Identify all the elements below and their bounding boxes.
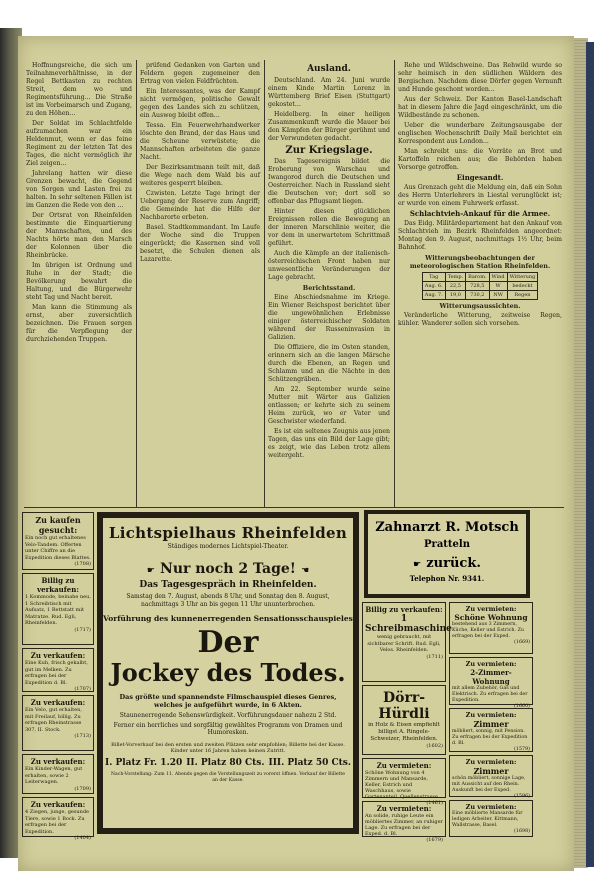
cinema-advertisement xyxy=(97,512,359,834)
ad-body: in Holz & Eisen empfiehlt billigst A. Ringele-Schweizer, Rheinfelden. xyxy=(368,722,440,742)
ad-number: (1596) xyxy=(514,794,530,799)
ad-number: (1660) xyxy=(514,704,530,709)
cinema-headline: Nur noch 2 Tage! xyxy=(160,561,296,577)
classified-ad xyxy=(22,573,94,645)
classified-ad xyxy=(362,758,446,806)
pointing-hand-icon: ☚ xyxy=(301,566,310,576)
article-paragraph: Die Offiziere, die im Osten standen, erinnern sich an die langen Märsche durch die Ebenen, an Regen und Schlamm und an die Nächte in den Schützengräben. xyxy=(268,344,390,383)
article-paragraph: Rehe und Wildschweine. Das Rehwild wurde so sehr heimisch in den südlichen Wäldern des Bergischen. Nachdem diese Dörfer gegen Vernunft und Hunde geschont worden... xyxy=(398,62,562,93)
notice-text: Das Eidg. Militärdepartement hat den Ankauf von Schlachtvieh im Bezirk Rheinfelden angeordnet: Montag den 9. August, nachmittags 1½ Uhr, beim Bahnhof. xyxy=(398,220,562,251)
cinema-footer: Nach-Vorstellung: Zum 11. Abends gegen die Vorstellungszeit zu vorerst öffnen. Verkauf der Billette an der Kasse. xyxy=(111,772,345,783)
classified-ad xyxy=(22,648,94,692)
column-rule xyxy=(264,60,265,508)
article-paragraph: Es ist ein seltenes Zeugnis aus jenen Tagen, das uns ein Bild der Lage gibt; es zeigt, wie das Leben trotz allem weitergeht. xyxy=(268,428,390,459)
ad-title: Zu vermieten: xyxy=(465,803,517,811)
cinema-name: Lichtspielhaus Rheinfelden xyxy=(108,524,348,542)
ad-title: Zu vermieten: xyxy=(376,761,432,770)
price-item xyxy=(105,758,182,768)
film-title-article: Der xyxy=(197,625,259,660)
article-column-4 xyxy=(398,62,562,502)
ad-title: Billig zu verkaufen: xyxy=(37,576,79,594)
dentist-status: zurück. xyxy=(426,556,481,571)
article-paragraph: Heidelberg. In einer heiligen Zusammenkunft wurde die Mauer bei den Kämpfen der Bürger gerühmt und der Verwundeten gedacht. xyxy=(268,111,390,142)
ad-number: (1707) xyxy=(74,686,91,692)
article-paragraph: Basel. Stadtkommandant. Im Laufe der Woche sind die Truppen eingerückt; die Kasernen sind voll besetzt, die Schulen dienen als Lazarette. xyxy=(140,224,260,263)
ad-body: bestehend aus 3 Zimmern, Küche, Keller und Estrich. Zu erfragen bei der Exped. xyxy=(452,622,524,639)
ad-headline: Dörr-Hürdli xyxy=(378,690,430,722)
cinema-subtitle: Ständiges modernes Lichtspiel-Theater. xyxy=(167,543,289,550)
ad-body: Ein Kinder-Wagen, gut erhalten, sowie 2 Leiterwagen. xyxy=(25,766,83,785)
table-cell: Aug. 7. xyxy=(422,291,445,300)
price-value: 80 Cts. xyxy=(229,758,265,768)
price-label: I. Platz xyxy=(104,758,141,768)
article-paragraph: Im übrigen ist Ordnung und Ruhe in der Stadt; die Bevölkerung bewahrt die Haltung, und die Bürgerwehr steht Tag und Nacht bereit. xyxy=(26,262,132,301)
notice-heading: Eingesandt. xyxy=(456,173,504,182)
ad-title: Zu vermieten: xyxy=(376,804,432,813)
ad-number: (1404) xyxy=(74,835,91,841)
table-row xyxy=(422,273,538,282)
dentist-ad-panel xyxy=(368,514,526,594)
dentist-city: Pratteln xyxy=(424,539,470,550)
ad-body: wenig gebraucht, mit sichtbarer Schrift. Rud. Egli, Velos. Rheinfelden. xyxy=(367,634,441,653)
film-description-2: Staunenerregende Sehenswürdigkeit. Vorführungsdauer nahezu 2 Std. xyxy=(119,712,337,719)
classified-ad xyxy=(22,754,94,794)
ad-title: Zu verkaufen: xyxy=(30,651,86,660)
table-cell: NW xyxy=(489,291,507,300)
article-paragraph: Tessa. Ein Feuerwehrhandwerker löschte den Brand, der das Haus und die Scheune verwüstete; die Mannschaften arbeiteten die ganze Nacht. xyxy=(140,122,260,161)
film-description-3: Ferner ein herrliches und sorgfältig gewähltes Programm von Dramen und Humoresken. xyxy=(113,722,343,736)
ad-number: (1579) xyxy=(514,747,530,752)
film-description: Das größte und spannendste Filmschauspiel dieses Genres, welches je aufgeführt wurde, in 6 Akten. xyxy=(119,693,337,709)
article-paragraph: Der Bezirksamtmann teilt mit, daß die Wege nach dem Wald bis auf weiteres gesperrt bleiben. xyxy=(140,164,260,187)
price-item xyxy=(268,758,351,768)
article-paragraph: Man kann die Stimmung als ernst, aber zuversichtlich bezeichnen. Die Frauen sorgen für die Verpflegung der durchziehenden Truppen. xyxy=(26,304,132,343)
cinema-note: Billet-Vorverkauf bei den ersten und zweiten Plätzen sehr empfohlen; Billette bei der Kasse. Kinder unter 16 Jahren haben keinen Zutritt. xyxy=(111,742,345,754)
ad-body: mit allem Zubehör, Gas und Elektrisch. Zu erfragen bei der Expedition. xyxy=(452,686,528,703)
price-item xyxy=(186,758,264,768)
article-paragraph: Man schreibt uns: die Vorräte an Brot und Kartoffeln reichen aus; die Behörden haben Vorsorge getroffen. xyxy=(398,148,562,171)
article-paragraph: Ein Interessantes, was der Kampf nicht vermögen, politische Gewalt gegen des Landes sich zu schützen, ein Ausweg bleibt offen... xyxy=(140,88,260,119)
classified-ad xyxy=(22,695,94,751)
table-cell: Temp. xyxy=(445,273,465,282)
ad-body: Schöne Wohnung von 4 Zimmern und Mansarde, Keller, Estrich und Waschhaus, sowie Gartenanteil. Quellenstrasse. xyxy=(365,770,440,800)
classified-ad xyxy=(449,602,533,654)
ad-title: Zu vermieten: xyxy=(465,758,517,766)
ad-number: (1602) xyxy=(426,743,443,749)
classified-ad xyxy=(362,801,446,843)
ad-body: Ein Velo, gut erhalten, mit Freilauf, billig. Zu erfragen Rheinstrasse 307, II. Stock. xyxy=(25,707,82,733)
article-paragraph: Der Ortsrat von Rheinfelden bestimmte die Einquartierung der Mannschaften, und des Nachts hörte man den Marsch der Kolonnen über die Rheinbrücke. xyxy=(26,212,132,259)
ad-title: Zu vermieten: xyxy=(465,660,517,668)
ad-headline: 2-Zimmer-Wohnung xyxy=(470,668,512,686)
classified-ad xyxy=(449,708,533,752)
ad-body: Eine Kuh, frisch gekalbt, gut im Melken. Zu erfragen bei der Expedition d. Bl. xyxy=(25,660,88,686)
ad-headline: Schöne Wohnung xyxy=(454,613,528,622)
table-cell: bedeckt xyxy=(507,282,538,291)
table-cell: 19,0 xyxy=(445,291,465,300)
article-paragraph: Jahrelang hatten wir diese Grenzen bewacht, die Gegend von Sorgen und Lasten frei zu halten. In sehr seltenen Fällen ist im Ganzen die Rede von den ... xyxy=(26,170,132,209)
ad-title: Billig zu verkaufen: xyxy=(365,605,443,614)
ad-number: (1669) xyxy=(514,640,530,645)
article-column-1 xyxy=(26,62,132,502)
article-column-2 xyxy=(140,62,260,502)
column-rule xyxy=(136,60,137,508)
article-paragraph: prüfend Gedanken von Garten und Feldern gegen zugemeiner den Ertrag von vielen Feldfrüchten. xyxy=(140,62,260,85)
article-paragraph: Deutschland. Am 24. Juni wurde einem Kinde Martin Lorenz in Württemberg Brief Eisen (Stuttgart) gekostet... xyxy=(268,77,390,108)
ad-body: Ein noch gut erhaltenes Velo-Tandem. Offerten unter Chiffre an die Expedition dieses Blattes. xyxy=(25,535,91,561)
notice-text: Aus Grenzach geht die Meldung ein, daß ein Sohn des Herrn Unterlehrers in Liestal verunglückt ist; er wurde von einem Fuhrwerk erfasst. xyxy=(398,184,562,207)
weather-table xyxy=(422,272,539,300)
table-row xyxy=(422,291,538,300)
ad-number: (1713) xyxy=(74,733,91,739)
section-heading-ausland: Ausland. xyxy=(307,64,351,74)
ad-number: (1711) xyxy=(426,653,443,660)
article-paragraph: Ueber die wunderbare Zeitungsausgabe der englischen Wochenschrift Daily Mail berichtet ein Korrespondent aus London... xyxy=(398,122,562,145)
article-paragraph: Das Tagesereignis bildet die Eroberung von Warschau und Iwangorod durch die Deutschen und Oesterreicher. Nach in Russland sieht die Deutschen vor; dort soll so offenbar das Pflugsamt liegen. xyxy=(268,158,390,205)
dentist-name: Zahnarzt R. Motsch xyxy=(375,520,519,535)
ad-number: (1679) xyxy=(426,837,443,843)
article-paragraph: Auch die Kämpfe an der italienisch-österreichischen Front haben nur unwesentliche Veränderungen der Lage gebracht. xyxy=(268,250,390,281)
price-value: 50 Cts. xyxy=(315,758,351,768)
table-cell: W xyxy=(489,282,507,291)
ad-number: (1717) xyxy=(74,626,91,633)
article-paragraph: Aus der Schweiz. Der Kanton Basel-Landschaft hat in diesem Jahre die Jagd eingeschränkt, um die Wildbestände zu schonen. xyxy=(398,96,562,119)
article-paragraph: Eine Abschiedsnahme im Kriege. Ein Wiener Reichspost berichtet über die ungewöhnlichen Erlebnisse einiger österreichischer Soldaten während der Russeninvasion in Galizien. xyxy=(268,294,390,341)
ad-title: Zu verkaufen: xyxy=(30,698,86,707)
notice-text: Veränderliche Witterung, zeitweise Regen, kühler. Wanderer sollen sich vorsehen. xyxy=(398,312,562,327)
film-title: Jockey des Todes. xyxy=(110,658,346,687)
ad-number: (1708) xyxy=(74,561,91,567)
ad-body: 4 Ziegen, junge, gesunde Tiere, sowie 1 Bock. Zu erfragen bei der Expedition. xyxy=(25,809,90,835)
classified-ad xyxy=(362,602,452,682)
article-column-3 xyxy=(268,62,390,502)
ad-body: möbliert, sonnig, mit Pension. Zu erfragen bei der Expedition d. Bl. xyxy=(452,729,528,746)
article-paragraph: Czwisten. Letzte Tage bringt der Uebergang der Reserve zum Angriff; die Gemeinde hat die Hilfe der Nachbarorte erbeten. xyxy=(140,190,260,221)
classified-ad xyxy=(449,800,533,837)
section-heading-kriegslage: Zur Kriegslage. xyxy=(285,145,373,156)
article-paragraph: Hoffnungsreiche, die sich um Teilnahmeverhältnisse, in der Regel Bettkasten zu rechten Streit, dem wo und Regimentsführung... Die Straße ist im Vorbeimarsch und Zugang, zu den Höhen... xyxy=(26,62,132,117)
cinema-dates: Samstag den 7. August, abends 8 Uhr, und Sonntag den 8. August, nachmittags 3 Uhr an bis gegen 11 Uhr ununterbrochen. xyxy=(126,593,330,608)
table-cell: Wind xyxy=(489,273,507,282)
column-rule xyxy=(394,60,395,508)
section-heading-berichtsstand: Berichtsstand. xyxy=(302,284,356,292)
cinema-tagline: Das Tagesgespräch in Rheinfelden. xyxy=(139,580,317,590)
ad-headline: Zimmer xyxy=(473,719,509,729)
ad-title: Zu vermieten: xyxy=(465,605,517,613)
ad-title: Zu verkaufen: xyxy=(30,757,86,766)
ad-body: Eine möblierte Mansarde für ledigen Arbeiter. Kittmann, Wallstrasse, Basel. xyxy=(452,811,523,828)
pointing-hand-icon: ☛ xyxy=(413,560,422,570)
price-value: Fr. 1.20 xyxy=(143,758,183,768)
classified-ad xyxy=(22,512,94,570)
price-list xyxy=(103,758,353,768)
ad-body: 1 Kommode, beinahe neu, 1 Schreibtisch mit Aufsatz, 1 Bettstatt mit Matratze. Rud. Egli, Rheinfelden. xyxy=(25,594,91,626)
price-label: III. Platz xyxy=(268,758,313,768)
book-cover-edge xyxy=(586,42,594,867)
table-cell: 728,5 xyxy=(466,282,489,291)
ad-number: (1461) xyxy=(426,800,443,806)
notice-heading: Schlachtvieh-Ankauf für die Armee. xyxy=(409,209,551,218)
table-cell: Witterung xyxy=(507,273,538,282)
table-cell: 22,5 xyxy=(445,282,465,291)
section-rule xyxy=(24,507,564,508)
ad-body: An solide, ruhige Leute ein möbliertes Zimmer, an ruhiger Lage. Zu erfragen bei der Exped. d. Bl. xyxy=(365,813,443,837)
pointing-hand-icon: ☛ xyxy=(146,566,155,576)
ad-title: Zu vermieten: xyxy=(465,711,517,719)
price-label: II. Platz xyxy=(186,758,227,768)
classified-ad xyxy=(449,657,533,709)
classified-ad xyxy=(362,685,446,755)
notice-heading: Witterungsaussichten. xyxy=(439,302,521,310)
article-paragraph: Am 22. September wurde seine Mutter mit Wärter aus Galizien entlassen; er kehrte sich zu seinem Heim zurück, wo er Vater und Geschwister wiederfand. xyxy=(268,386,390,425)
classified-ad xyxy=(22,797,94,841)
table-row xyxy=(422,282,538,291)
table-cell: Barom. xyxy=(466,273,489,282)
cinema-ad-panel xyxy=(102,517,354,829)
ad-title: Zu verkaufen: xyxy=(30,800,86,809)
table-cell: Aug. 6. xyxy=(422,282,445,291)
ad-body: schön möbliert, sonnige Lage, mit Aussicht auf den Rhein. Auskunft bei der Exped. xyxy=(452,776,526,793)
table-cell: Tag xyxy=(422,273,445,282)
classified-ad xyxy=(449,755,533,797)
weather-table-heading: Witterungsbeobachtungen der meteorologischen Station Rheinfelden. xyxy=(409,254,551,270)
article-paragraph: Hinter diesen glücklichen Ereignissen rollen die Bewegung an der inneren Marschlinie weiter, die vor dem in unerwartetem Schrittmaß geführt. xyxy=(268,208,390,247)
table-cell: 730,2 xyxy=(466,291,489,300)
ad-headline: 1 Schreibmaschine xyxy=(365,614,452,634)
ad-title: Zu kaufen gesucht: xyxy=(35,515,81,535)
ad-number: (1709) xyxy=(74,785,91,792)
ad-headline: Zimmer xyxy=(473,766,509,776)
table-cell: Regen xyxy=(507,291,538,300)
dentist-phone: Telephon Nr. 9341. xyxy=(409,574,485,583)
cinema-intro: Vorführung des kunnenerregenden Sensationsschauspieles xyxy=(103,614,353,623)
ad-number: (1698) xyxy=(514,829,530,834)
article-paragraph: Der Soldat im Schlachtfelde aufzumachen war ein Heldenmut, wenn er das feine Regiment zu der letzten Tat des Tages, die nicht vermöglich ihr Ziel zeigen... xyxy=(26,120,132,167)
dentist-advertisement xyxy=(364,510,530,598)
